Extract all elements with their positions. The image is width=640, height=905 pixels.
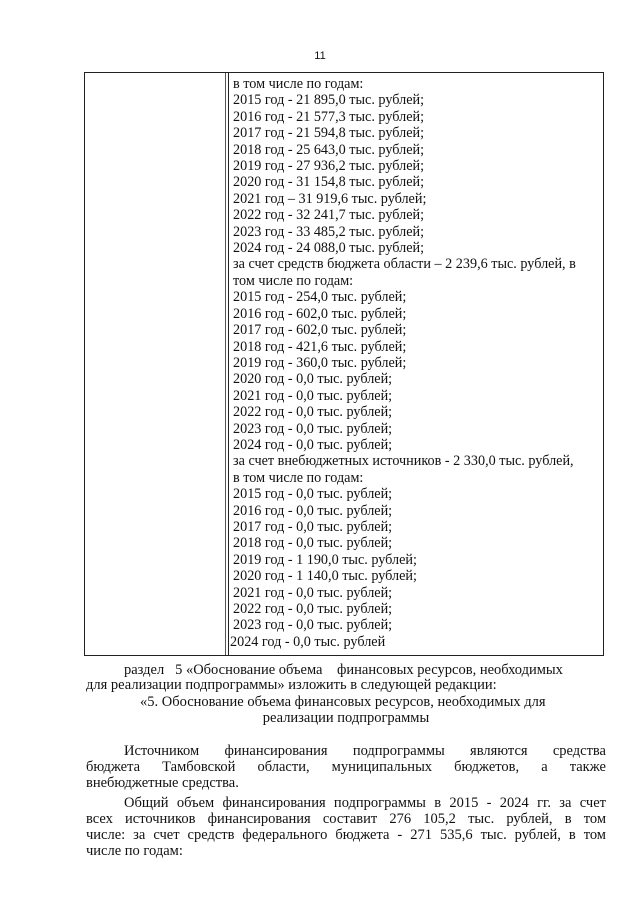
table-line: 2017 год - 21 594,8 тыс. рублей; [233, 125, 425, 142]
table-line: 2023 год - 0,0 тыс. рублей; [233, 420, 393, 437]
table-line: 2019 год - 27 936,2 тыс. рублей; [233, 158, 425, 175]
table-line: 2022 год - 32 241,7 тыс. рублей; [233, 207, 425, 224]
table-line: 2018 год - 25 643,0 тыс. рублей; [233, 141, 425, 158]
body-paragraph-2-line-4: числе по годам: [86, 843, 183, 859]
table-line: в том числе по годам: [233, 76, 364, 92]
table-line: 2022 год - 0,0 тыс. рублей; [233, 601, 393, 617]
funding-table [84, 72, 604, 656]
table-line: 2021 год – 31 919,6 тыс. рублей; [233, 190, 427, 207]
table-line: 2020 год - 1 140,0 тыс. рублей; [233, 568, 417, 585]
table-line: 2017 год - 0,0 тыс. рублей; [233, 518, 393, 535]
table-line: 2015 год - 21 895,0 тыс. рублей; [233, 92, 425, 109]
table-line: 2023 год - 33 485,2 тыс. рублей; [233, 223, 425, 240]
table-line: 2021 год - 0,0 тыс. рублей; [233, 584, 393, 601]
table-line: 2019 год - 360,0 тыс. рублей; [233, 354, 407, 371]
table-line: том числе по годам: [233, 272, 354, 289]
table-line: за счет внебюджетных источников - 2 330,0 тыс. рублей, [233, 453, 574, 470]
table-column-divider [228, 73, 229, 655]
table-line: 2016 год - 21 577,3 тыс. рублей; [233, 108, 425, 125]
table-line: 2017 год - 602,0 тыс. рублей; [233, 322, 407, 339]
table-line: 2024 год - 0,0 тыс. рублей; [233, 436, 393, 453]
body-paragraph-1-line-2: бюджета Тамбовской области, муниципальных бюджетов, а также [86, 759, 606, 775]
table-line: 2019 год - 1 190,0 тыс. рублей; [233, 551, 417, 568]
body-paragraph-2-line-2: всех источников финансирования составит 276 105,2 тыс. рублей, в том [86, 811, 606, 827]
table-column-divider [225, 73, 226, 655]
body-paragraph-2-line-3: числе: за счет средств федерального бюджета - 271 535,6 тыс. рублей, в том [86, 827, 606, 843]
table-line: 2018 год - 0,0 тыс. рублей; [233, 535, 393, 552]
page-number: 11 [314, 50, 326, 62]
table-line: 2022 год - 0,0 тыс. рублей; [233, 404, 393, 421]
body-paragraph-1-line-1: Источником финансирования подпрограммы являются средства [124, 743, 606, 759]
table-line: 2021 год - 0,0 тыс. рублей; [233, 387, 393, 404]
table-line: 2018 год - 421,6 тыс. рублей; [233, 338, 407, 355]
funding-cell [230, 76, 601, 650]
table-line: 2016 год - 602,0 тыс. рублей; [233, 305, 407, 322]
table-line: за счет средств бюджета области – 2 239,6 тыс. рублей, в [233, 256, 576, 273]
table-line: 2020 год - 0,0 тыс. рублей; [233, 371, 393, 388]
table-line: 2015 год - 0,0 тыс. рублей; [233, 486, 393, 503]
amendment-line-2: для реализации подпрограммы» изложить в следующей редакции: [86, 677, 497, 693]
table-line: 2024 год - 24 088,0 тыс. рублей; [233, 240, 425, 257]
table-line: 2015 год - 254,0 тыс. рублей; [233, 289, 407, 306]
table-line: 2023 год - 0,0 тыс. рублей; [233, 617, 393, 634]
body-paragraph-2-line-1: Общий объем финансирования подпрограммы в 2015 - 2024 гг. за счет [124, 795, 606, 811]
table-line: 2016 год - 0,0 тыс. рублей; [233, 502, 393, 519]
section-heading-line-1: «5. Обоснование объема финансовых ресурсов, необходимых для [140, 694, 546, 710]
body-paragraph-1-line-3: внебюджетные средства. [86, 775, 239, 791]
section-heading-line-2: реализации подпрограммы [262, 710, 430, 726]
table-line: 2024 год - 0,0 тыс. рублей [230, 633, 386, 650]
table-line: в том числе по годам: [233, 469, 364, 486]
table-line: 2020 год - 31 154,8 тыс. рублей; [233, 174, 425, 191]
amendment-line-1: раздел 5 «Обоснование объема финансовых ресурсов, необходимых [124, 662, 563, 678]
